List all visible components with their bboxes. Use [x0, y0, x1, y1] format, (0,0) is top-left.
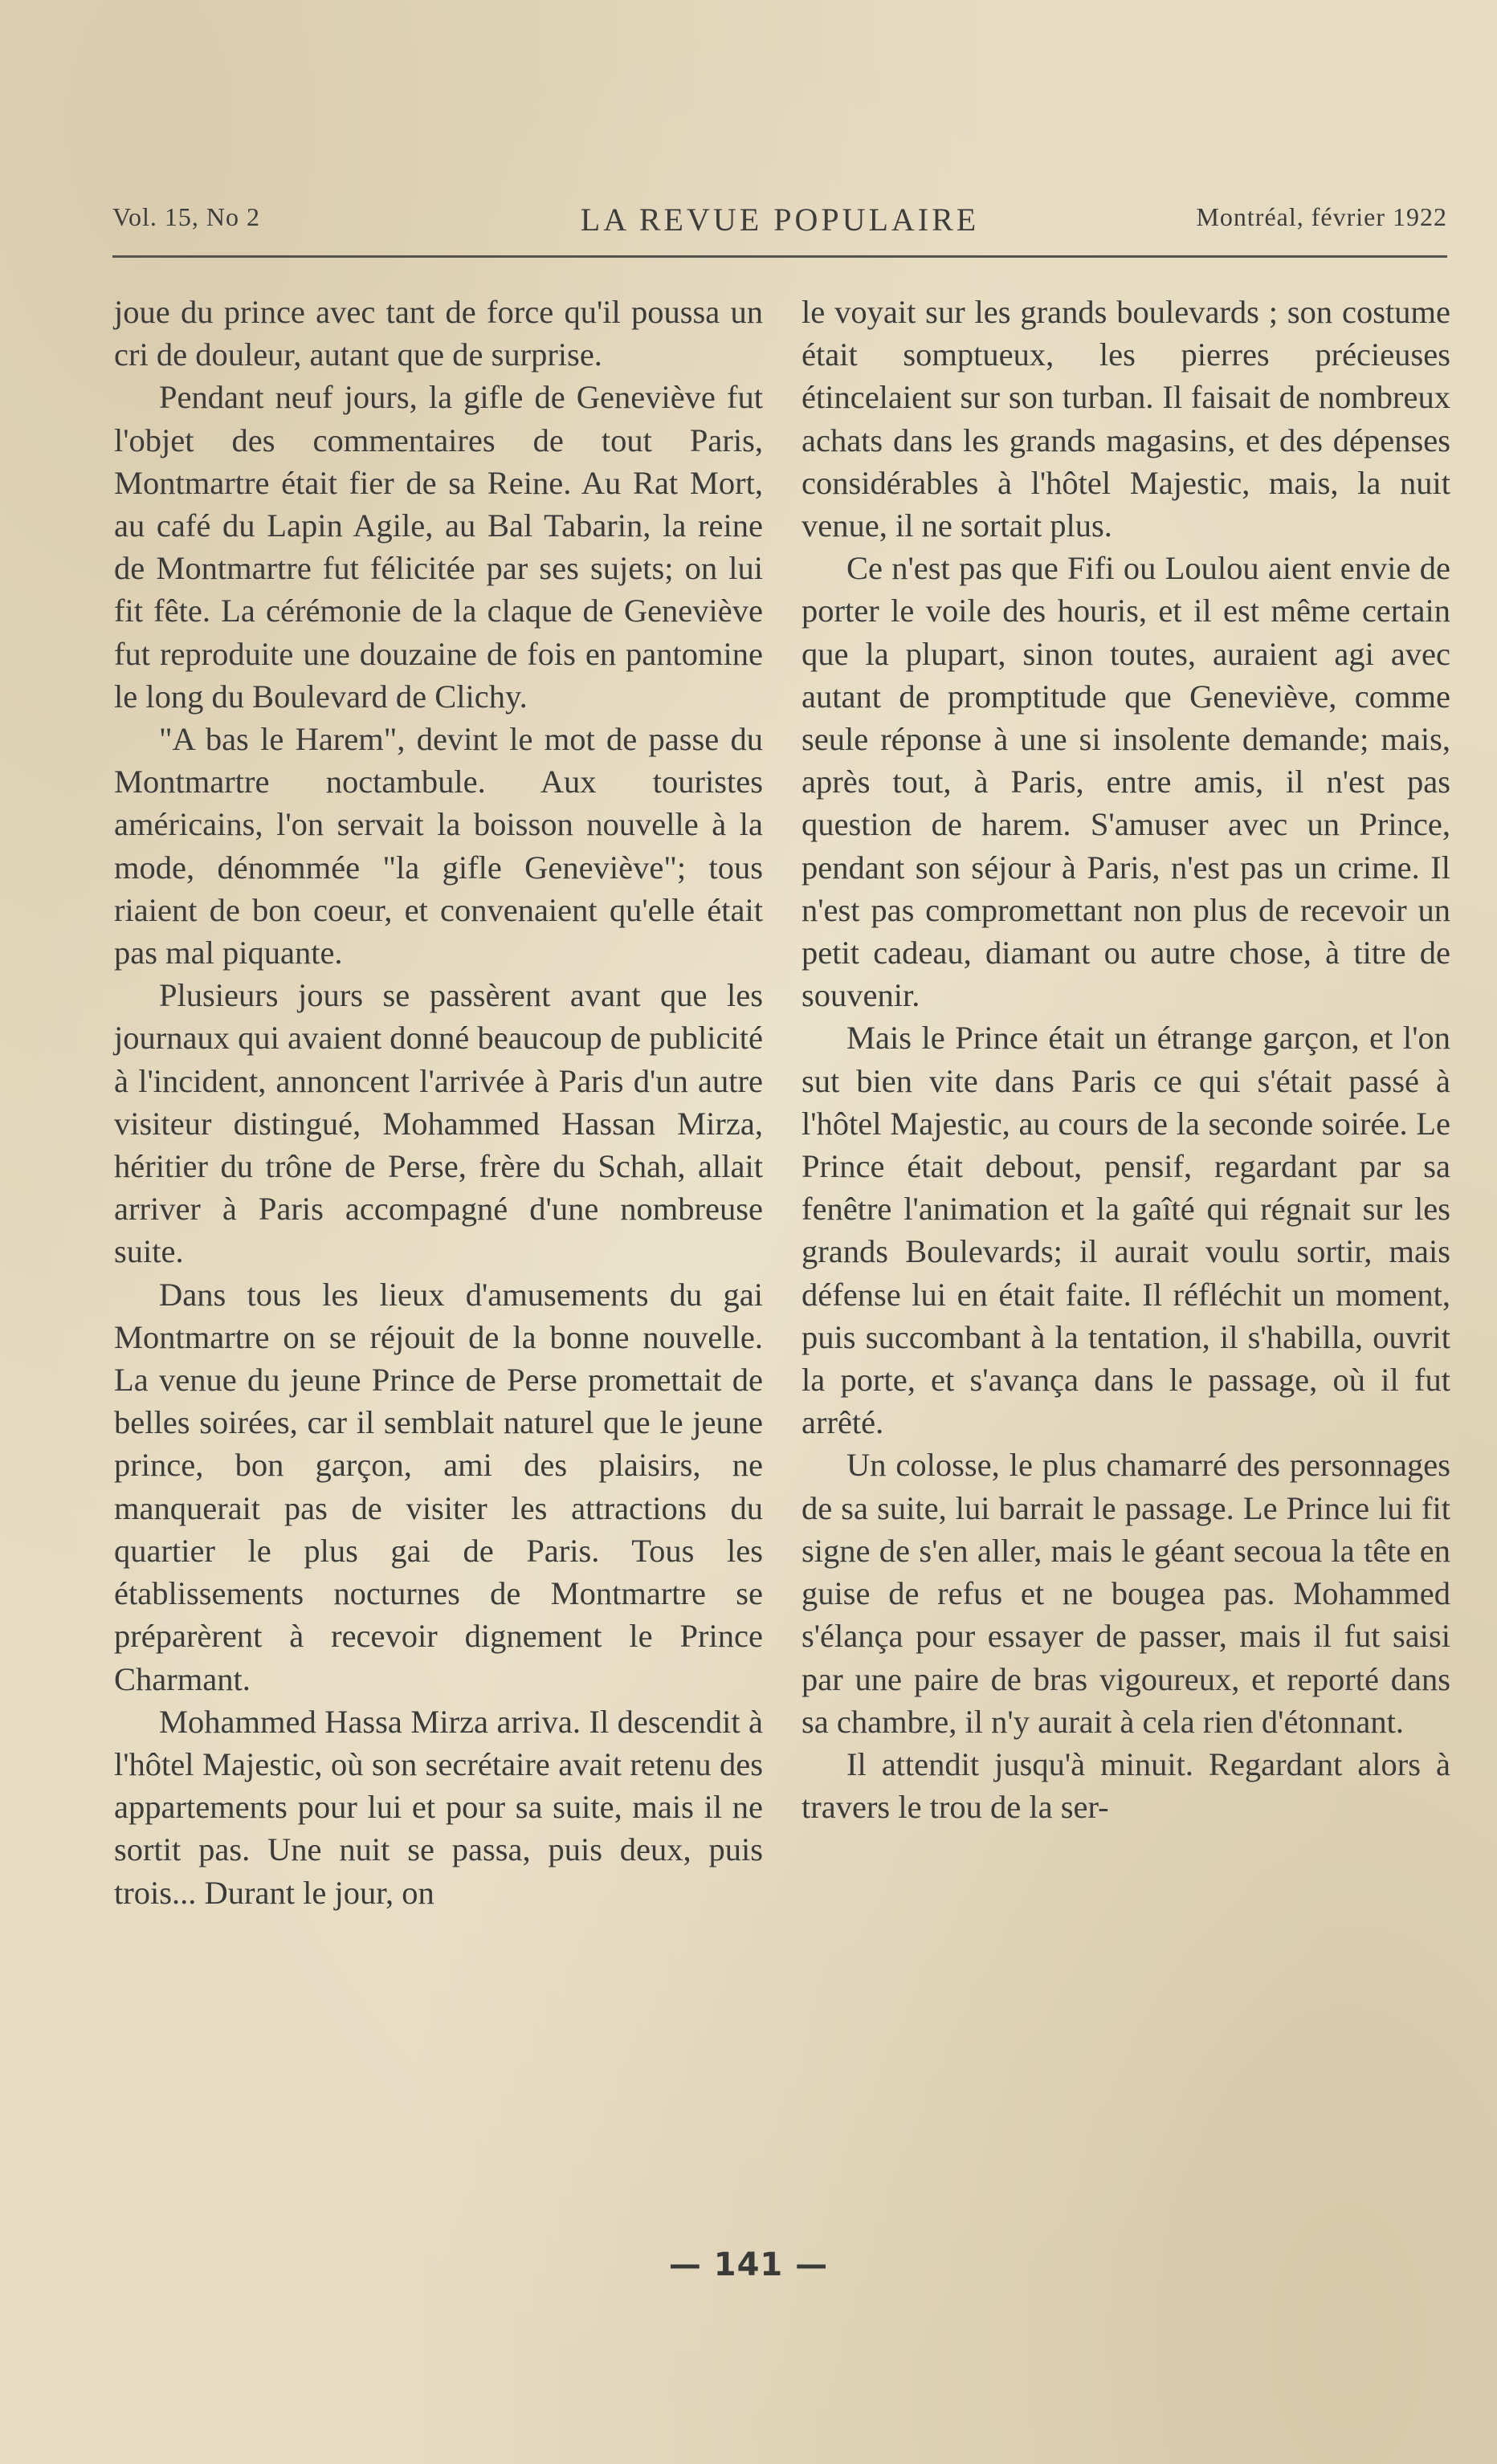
paragraph: "A bas le Harem", devint le mot de passe du Montmartre noctambule. Aux touristes américains, l'on servait la boisson nouvelle à la mode, dénommée "la gifle Geneviève"; tous riaient de bon coeur, et convenaient qu'elle était pas mal piquante.: [114, 721, 763, 971]
paragraph: Mais le Prince était un étrange garçon, et l'on sut bien vite dans Paris ce qui s'était passé à l'hôtel Majestic, au cours de la seconde soirée. Le Prince était debout, pensif, regardant par sa fenêtre l'animation et la gaîté qui régnait sur les grands Boulevards; il aurait voulu sortir, mais défense lui en était faite. Il réfléchit un moment, puis succombant à la tentation, il s'habilla, ouvrit la porte, et s'avança dans le passage, où il fut arrêté.: [802, 1020, 1450, 1441]
paragraph: Mohammed Hassa Mirza arriva. Il descendit à l'hôtel Majestic, où son secrétaire avait retenu des appartements pour lui et pour sa suite, mais il ne sortit pas. Une nuit se passa, puis deux, puis trois... Durant le jour, on: [114, 1703, 763, 1911]
issue-date: Montréal, février 1922: [1196, 202, 1447, 231]
publication-title: LA REVUE POPULAIRE: [580, 202, 980, 238]
paragraph: le voyait sur les grands boulevards ; son costume était somptueux, les pierres précieuses étincelaient sur son turban. Il faisait de nombreux achats dans les grands magasins, et des dépenses considérables à l'hôtel Majestic, mais, la nuit venue, il ne sortait plus.: [802, 294, 1450, 544]
running-header: [112, 202, 1447, 238]
paragraph: Un colosse, le plus chamarré des personnages de sa suite, lui barrait le passage. Le Prince lui fit signe de s'en aller, mais le géant secoua la tête en guise de refus et ne bougea pas. Mohammed s'élança pour essayer de passer, mais il fut saisi par une paire de bras vigoureux, et reporté dans sa chambre, il n'y aurait à cela rien d'étonnant.: [802, 1447, 1450, 1740]
header-rule: [112, 255, 1447, 258]
paragraph: Il attendit jusqu'à minuit. Regardant alors à travers le trou de la ser-: [802, 1745, 1450, 1826]
paragraph: joue du prince avec tant de force qu'il poussa un cri de douleur, autant que de surprise.: [114, 294, 763, 373]
left-column: [114, 291, 763, 1914]
paragraph: Pendant neuf jours, la gifle de Geneviève fut l'objet des commentaires de tout Paris, Montmartre était fier de sa Reine. Au Rat Mort, au café du Lapin Agile, au Bal Tabarin, la reine de Montmartre fut félicitée par ses sujets; on lui fit fête. La cérémonie de la claque de Geneviève fut reproduite une douzaine de fois en pantomine le long du Boulevard de Clichy.: [114, 379, 763, 715]
page-number: — 141 —: [668, 2246, 829, 2283]
right-column: [802, 291, 1450, 1828]
paragraph: Dans tous les lieux d'amusements du gai Montmartre on se réjouit de la bonne nouvelle. La venue du jeune Prince de Perse promettait de belles soirées, car il semblait naturel que le jeune prince, bon garçon, ami des plaisirs, ne manquerait pas de visiter les attractions du quartier le plus gai de Paris. Tous les établissements nocturnes de Montmartre se préparèrent à recevoir dignement le Prince Charmant.: [114, 1276, 763, 1697]
volume-number: Vol. 15, No 2: [112, 202, 260, 231]
paragraph: Ce n'est pas que Fifi ou Loulou aient envie de porter le voile des houris, et il est même certain que la plupart, sinon toutes, auraient agi avec autant de promptitude que Geneviève, comme seule réponse à une si insolente demande; mais, après tout, à Paris, entre amis, il n'est pas question de harem. S'amuser avec un Prince, pendant son séjour à Paris, n'est pas un crime. Il n'est pas compromettant non plus de recevoir un petit cadeau, diamant ou autre chose, à titre de souvenir.: [802, 550, 1450, 1014]
paragraph: Plusieurs jours se passèrent avant que les journaux qui avaient donné beaucoup de publicité à l'incident, annoncent l'arrivée à Paris d'un autre visiteur distingué, Mohammed Hassan Mirza, héritier du trône de Perse, frère du Schah, allait arriver à Paris accompagné d'une nombreuse suite.: [114, 977, 763, 1270]
